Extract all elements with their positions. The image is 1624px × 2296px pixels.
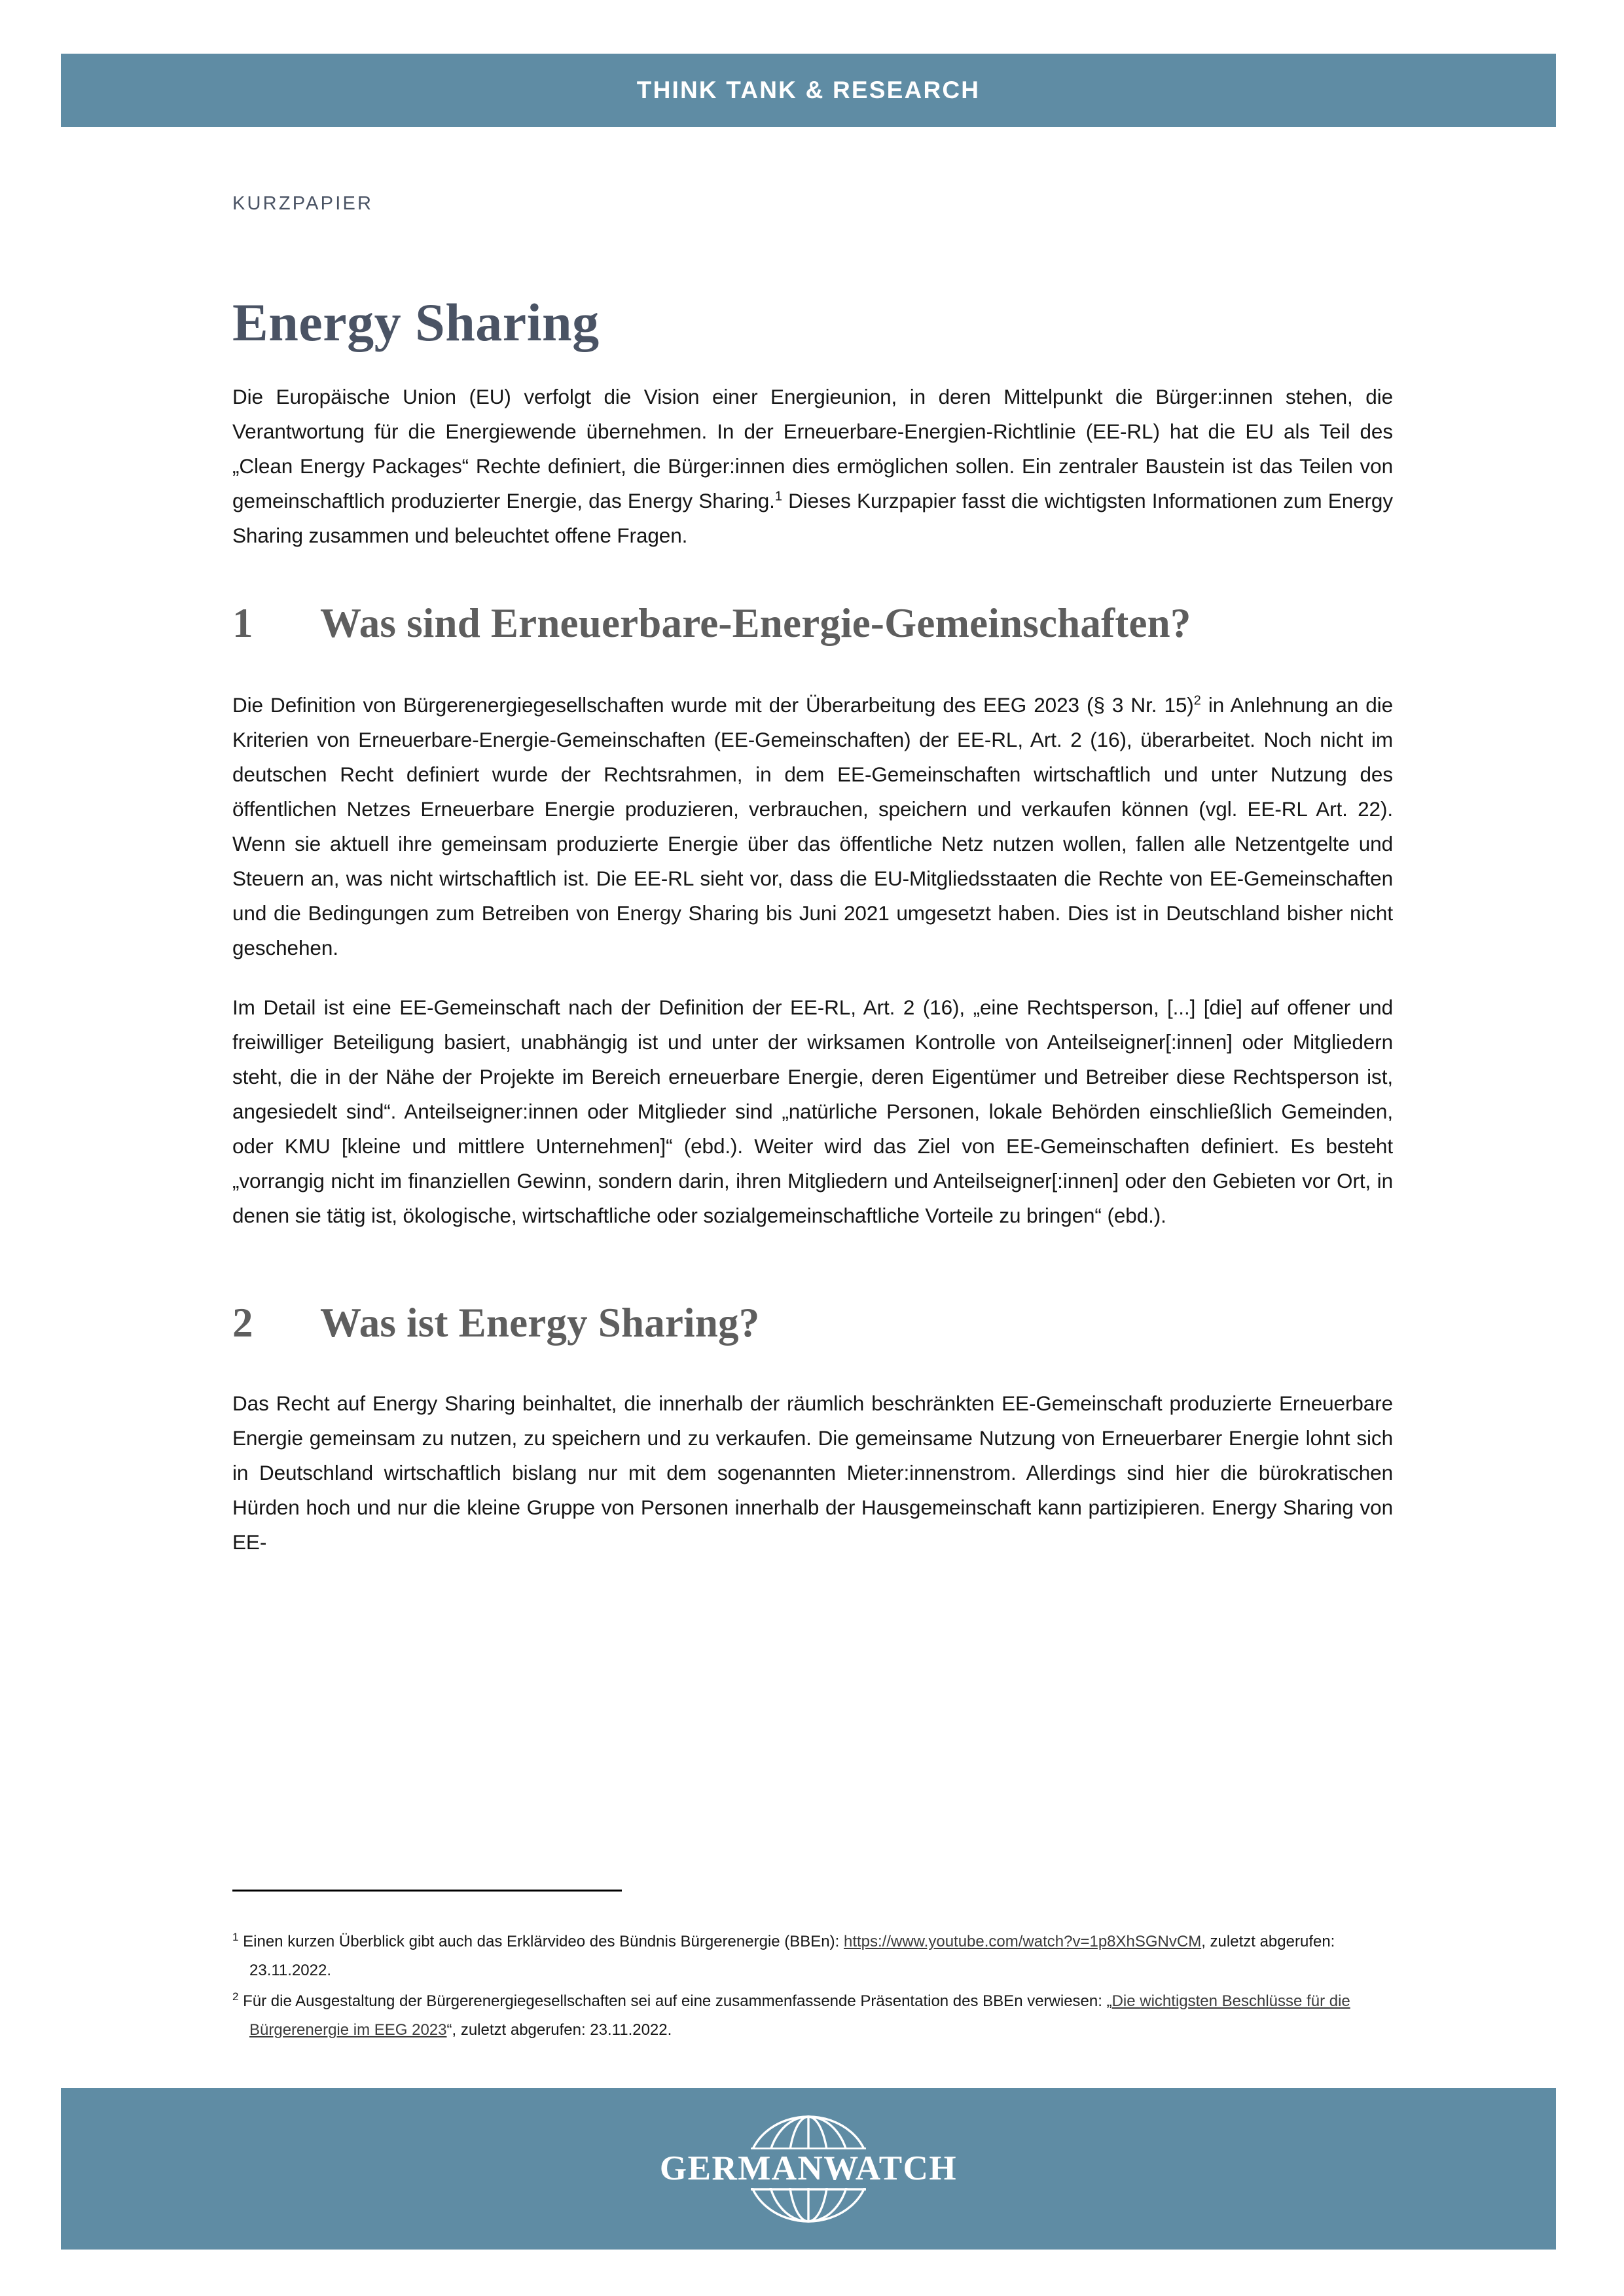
- header-banner: [61, 54, 1556, 127]
- section-2-number: 2: [232, 1300, 253, 1346]
- footnote-1: [232, 1928, 1393, 1985]
- footnote-1-marker: 1: [232, 1931, 239, 1943]
- footer-banner: [61, 2088, 1556, 2250]
- s2p1-head: Das Recht auf Energy Sharing beinhaltet, die innerhalb der räumlich beschränkten EE-Gemeinschaft produzierte Erneuerbare Energie gemeinsam zu nutzen, zu speichern und zu verkaufen. Die gemeinsame Nutzung von Erneuerbarer Energie lohnt sich in Deutschland wirtschaftlich bislang nur mit dem sogenannten Mieter:innenstrom. Allerdings sind hier die bürokratischen Hürden hoch und nur die kleine Gruppe von Personen innerhalb der Hausgemeinschaft kann partizipieren. Energy Sharing von EE-: [232, 1391, 1393, 1554]
- footnote-1-link[interactable]: https://www.youtube.com/watch?v=1p8XhSGNvCM: [843, 1933, 1202, 1950]
- s1p2-head: Im Detail ist eine EE-Gemeinschaft nach der Definition der EE-RL, Art. 2 (16), „eine Rechtsperson, [...] [die] auf offener und freiwilliger Beteiligung basiert, unabhängig ist und unter der wirksamen Kontrolle von Anteilseigner[:innen] oder Mitgliedern steht, die in der Nähe der Projekte im Bereich erneuerbare Energie, deren Eigentümer und Betreiber diese Rechtsperson ist, angesiedelt sind“. Anteilseigner:innen oder Mitglieder sind „natürliche Personen, lokale Behörden einschließlich Gemeinden, oder KMU [kleine und mittlere Unternehmen]“ (ebd.). Weiter wird das Ziel von EE-Gemeinschaften definiert. Es besteht „vorrangig nicht im finanziellen Gewinn, sondern darin, ihren Mitgliedern und Anteilseigner[:innen] oder den Gebieten vor Ort, in denen sie tätig ist, ökologische, wirtschaftliche oder sozialgemeinschaftliche Vorteile zu bringen“ (ebd.).: [232, 996, 1393, 1227]
- footnote-1-text-after: , zuletzt abgerufen: 23.11.2022.: [249, 1933, 1335, 1979]
- footnote-2: [232, 1987, 1393, 2045]
- section-1-heading: [232, 599, 1393, 647]
- footnotes-block: [232, 1890, 1393, 2047]
- section-1-number: 1: [232, 600, 253, 646]
- s1p1-head: Die Definition von Bürgerenergiegesellschaften wurde mit der Überarbeitung des EEG 2023 (§ 3 Nr. 15): [232, 693, 1194, 717]
- content-flow: [232, 380, 1393, 1560]
- intro-text-tail: Dieses Kurzpapier fasst die wichtigsten Informationen zum Energy Sharing zusammen und beleuchtet offene Fragen.: [232, 489, 1393, 547]
- section-1-title: Was sind Erneuerbare-Energie-Gemeinschaften?: [320, 600, 1191, 646]
- footnote-2-marker: 2: [232, 1990, 239, 2003]
- germanwatch-wordmark: GERMANWATCH: [656, 2149, 961, 2189]
- section-2-paragraph-1: [232, 1386, 1393, 1560]
- footnote-1-text-before: Einen kurzen Überblick gibt auch das Erklärvideo des Bündnis Bürgerenergie (BBEn):: [238, 1933, 844, 1950]
- footnote-2-link[interactable]: Die wichtigsten Beschlüsse für die Bürgerenergie im EEG 2023: [249, 1992, 1350, 2039]
- footnote-2-text-after: “, zuletzt abgerufen: 23.11.2022.: [446, 2021, 672, 2039]
- section-1-paragraph-2: [232, 990, 1393, 1233]
- footnote-2-text-before: Für die Ausgestaltung der Bürgerenergiegesellschaften sei auf eine zusammenfassende Präsentation des BBEn verwiesen: „: [238, 1992, 1112, 2010]
- footnote-ref-1[interactable]: 1: [774, 489, 782, 504]
- s1p1-tail: in Anlehnung an die Kriterien von Erneuerbare-Energie-Gemeinschaften (EE-Gemeinschaften) der EE-RL, Art. 2 (16), überarbeitet. Noch nicht im deutschen Recht definiert wurde der Rechtsrahmen, in dem EE-Gemeinschaften wirtschaftlich und unter Nutzung des öffentlichen Netzes Erneuerbare Energie produzieren, verbrauchen, speichern und verkaufen können (vgl. EE-RL Art. 22). Wenn sie aktuell ihre gemeinsam produzierte Energie über das öffentliche Netz nutzen wollen, fallen alle Netzentgelte und Steuern an, was nicht wirtschaftlich ist. Die EE-RL sieht vor, dass die EU-Mitgliedsstaaten die Rechte von EE-Gemeinschaften und die Bedingungen zum Betreiben von Energy Sharing bis Juni 2021 umgesetzt haben. Dies ist in Deutschland bisher nicht geschehen.: [232, 693, 1393, 960]
- germanwatch-logo: [659, 2108, 958, 2229]
- section-1-paragraph-1: [232, 688, 1393, 965]
- footnote-ref-2[interactable]: 2: [1193, 693, 1201, 708]
- page-title: Energy Sharing: [232, 292, 600, 352]
- section-2-heading-wrap: [232, 1299, 1393, 1347]
- section-2-heading: [232, 1299, 1393, 1347]
- section-2-title: Was ist Energy Sharing?: [320, 1300, 760, 1346]
- section-1-heading-wrap: [232, 599, 1393, 647]
- intro-paragraph: [232, 380, 1393, 553]
- intro-text: Die Europäische Union (EU) verfolgt die Vision einer Energieunion, in deren Mittelpunkt die Bürger:innen stehen, die Verantwortung für die Energiewende übernehmen. In der Erneuerbare-Energien-Richtlinie (EE-RL) hat die EU als Teil des „Clean Energy Packages“ Rechte definiert, die Bürger:innen dies ermöglichen sollen. Ein zentraler Baustein ist das Teilen von gemeinschaftlich produzierter Energie, das Energy Sharing.: [232, 385, 1393, 512]
- footnote-separator-rule: [232, 1890, 622, 1892]
- header-banner-text: THINK TANK & RESEARCH: [636, 77, 981, 103]
- document-kicker: KURZPAPIER: [232, 193, 374, 214]
